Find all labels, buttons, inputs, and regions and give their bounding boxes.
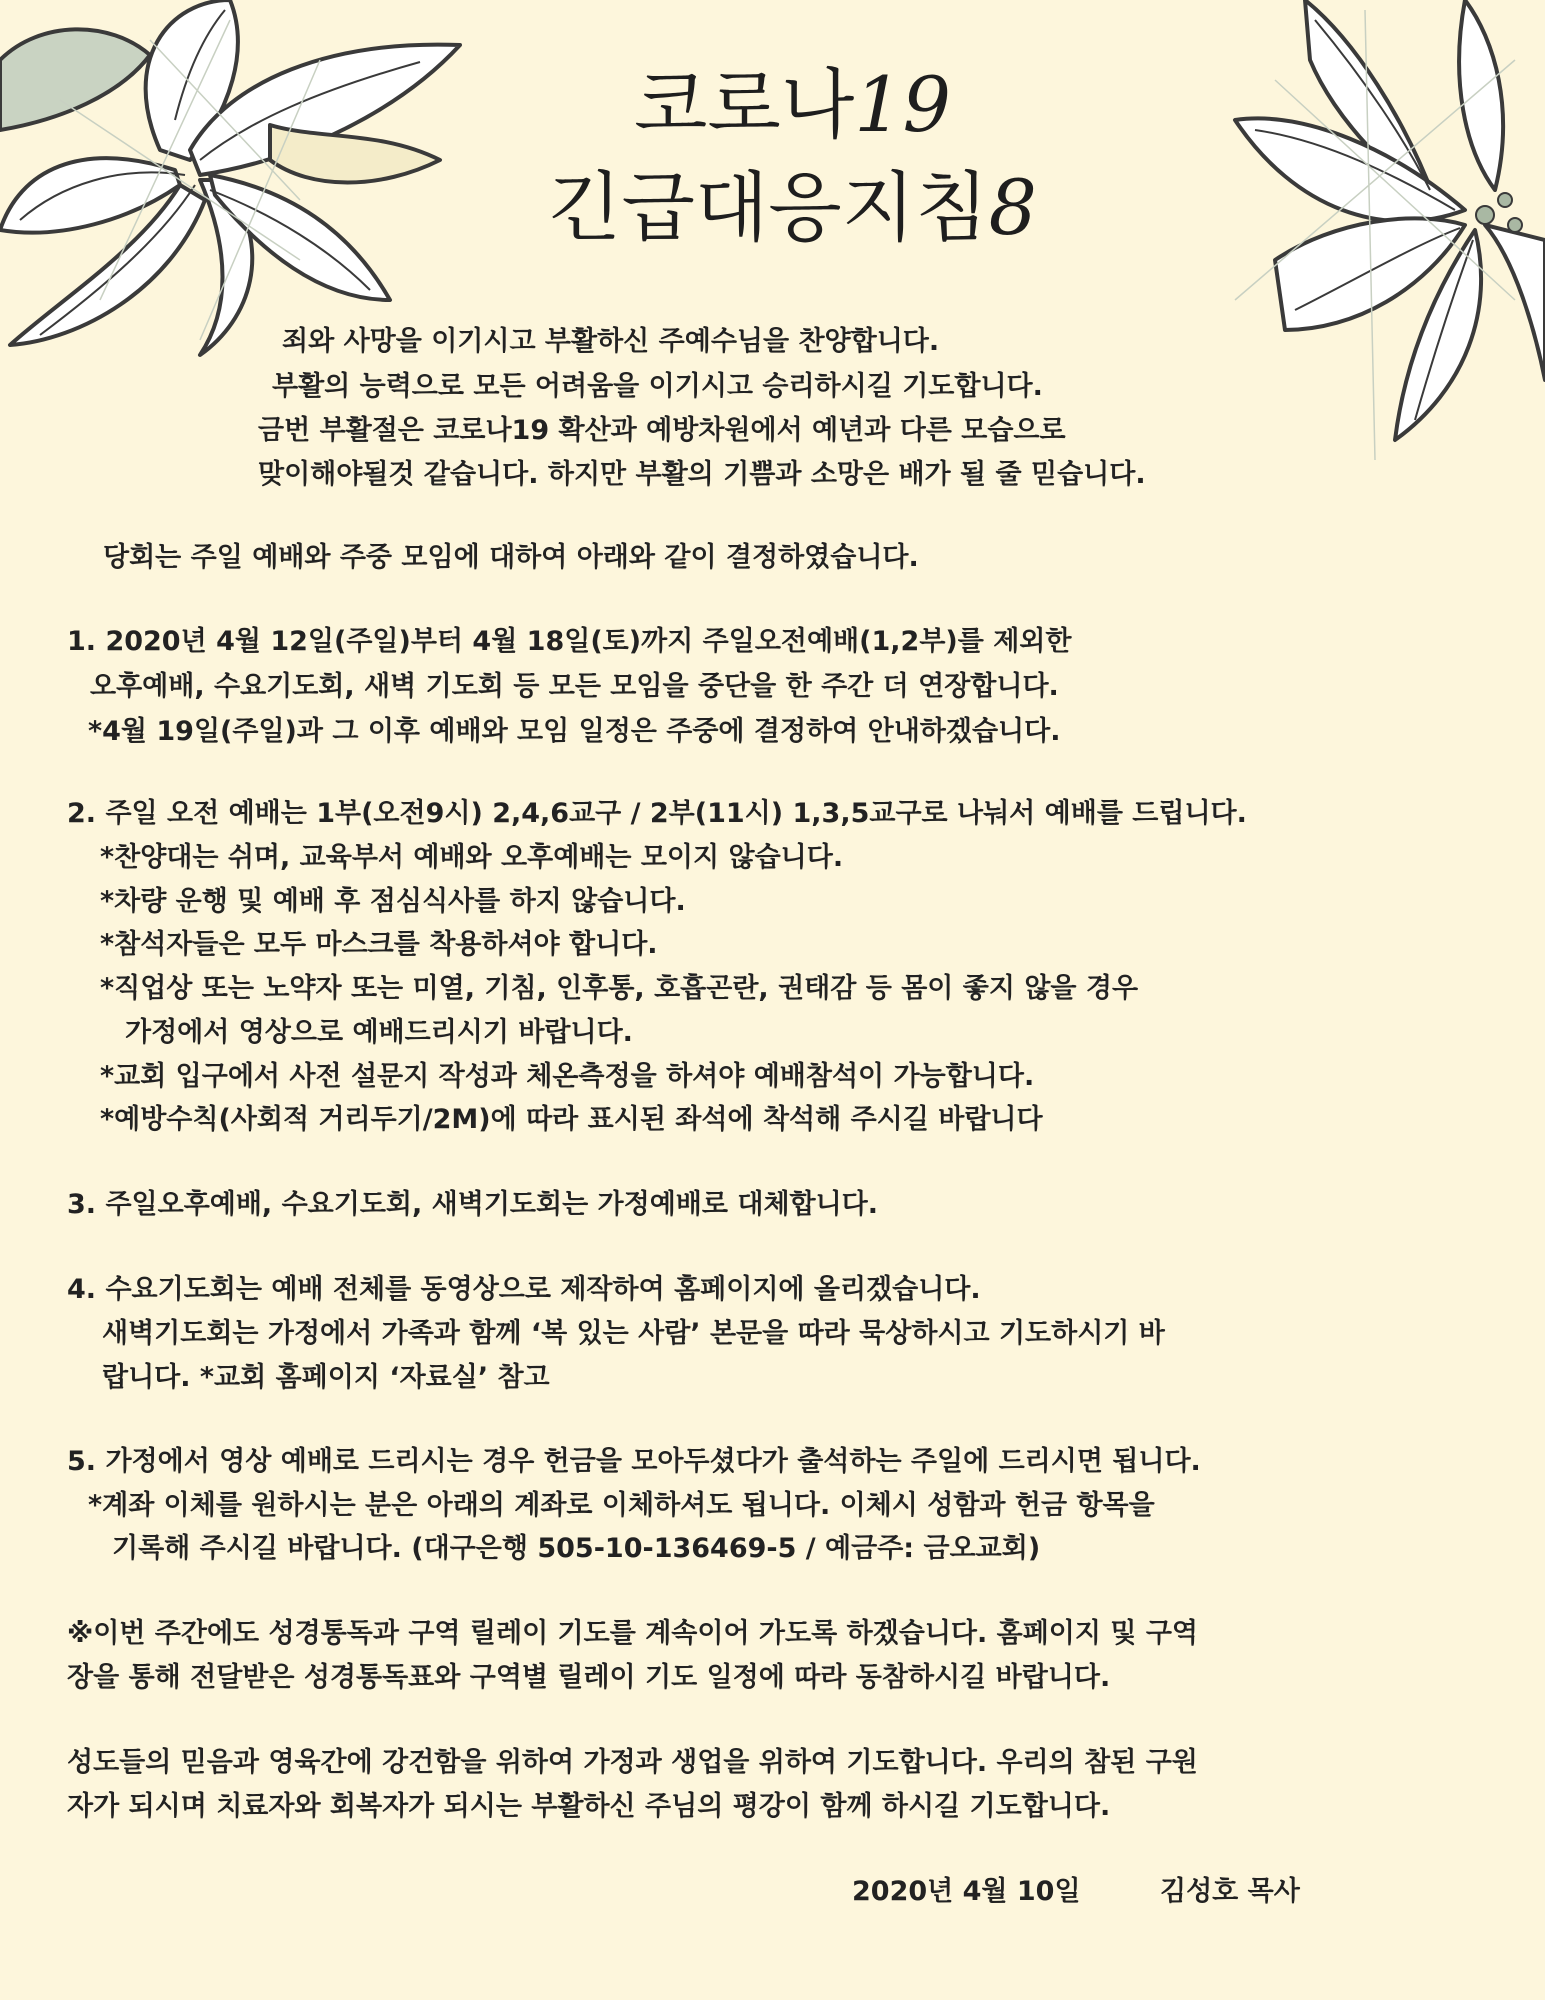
intro-line: 부활의 능력으로 모든 어려움을 이기시고 승리하시길 기도합니다. [272, 371, 1043, 402]
title-line-2-number: 8 [988, 163, 1037, 252]
item-1-heading: 1. 2020년 4월 12일(주일)부터 4월 18일(토)까지 주일오전예배(1,2부)를 제외한 [67, 626, 1072, 657]
item-2-note-continued: 가정에서 영상으로 예배드리시기 바랍니다. [125, 1017, 633, 1048]
title-line-1 [20, 55, 1545, 155]
item-2-note: *참석자들은 모두 마스크를 착용하셔야 합니다. [100, 929, 658, 960]
item-1-note: *4월 19일(주일)과 그 이후 예배와 모임 일정은 주중에 결정하여 안내하겠습니다. [88, 716, 1061, 747]
item-1-line: 오후예배, 수요기도회, 새벽 기도회 등 모든 모임을 중단을 한 주간 더 연장합니다. [90, 671, 1059, 702]
signature-date: 2020년 4월 10일 [852, 1876, 1081, 1907]
item-2-note: *교회 입구에서 사전 설문지 작성과 체온측정을 하셔야 예배참석이 가능합니다. [100, 1061, 1035, 1092]
item-2-heading: 2. 주일 오전 예배는 1부(오전9시) 2,4,6교구 / 2부(11시) 1,3,5교구로 나눠서 예배를 드립니다. [67, 798, 1247, 829]
item-2-note: *차량 운행 및 예배 후 점심식사를 하지 않습니다. [100, 886, 686, 917]
item-3-heading: 3. 주일오후예배, 수요기도회, 새벽기도회는 가정예배로 대체합니다. [67, 1189, 879, 1220]
title-line-1-text: 코로나 [634, 60, 855, 149]
title-line-2 [20, 158, 1545, 258]
decision-statement: 당회는 주일 예배와 주중 모임에 대하여 아래와 같이 결정하였습니다. [103, 542, 919, 573]
intro-line: 맞이해야될것 같습니다. 하지만 부활의 기쁨과 소망은 배가 될 줄 믿습니다. [258, 459, 1146, 490]
title-line-2-text: 긴급대응지침 [548, 163, 989, 252]
signature-name: 김성호 목사 [1160, 1876, 1300, 1907]
item-5-heading: 5. 가정에서 영상 예배로 드리시는 경우 헌금을 모아두셨다가 출석하는 주일에 드리시면 됩니다. [67, 1446, 1201, 1477]
item-2-note: *예방수칙(사회적 거리두기/2M)에 따라 표시된 좌석에 착석해 주시길 바랍니다 [100, 1104, 1043, 1135]
item-2-note: *찬양대는 쉬며, 교육부서 예배와 오후예배는 모이지 않습니다. [100, 842, 844, 873]
item-4-heading: 4. 수요기도회는 예배 전체를 동영상으로 제작하여 홈페이지에 올리겠습니다. [67, 1274, 981, 1305]
item-2-note: *직업상 또는 노약자 또는 미열, 기침, 인후통, 호흡곤란, 권태감 등 몸이 좋지 않을 경우 [100, 973, 1139, 1004]
title-line-1-number: 19 [854, 60, 951, 149]
item-4-line: 랍니다. *교회 홈페이지 ‘자료실’ 참고 [102, 1362, 550, 1393]
closing-line: 자가 되시며 치료자와 회복자가 되시는 부활하신 주님의 평강이 함께 하시길 기도합니다. [67, 1791, 1111, 1822]
note-line: ※이번 주간에도 성경통독과 구역 릴레이 기도를 계속이어 가도록 하겠습니다. 홈페이지 및 구역 [67, 1618, 1199, 1649]
item-5-note-continued: 기록해 주시길 바랍니다. (대구은행 505-10-136469-5 / 예금주: 금오교회) [112, 1533, 1041, 1564]
item-4-line: 새벽기도회는 가정에서 가족과 함께 ‘복 있는 사람’ 본문을 따라 묵상하시고 기도하시기 바 [102, 1318, 1165, 1349]
closing-line: 성도들의 믿음과 영육간에 강건함을 위하여 가정과 생업을 위하여 기도합니다. 우리의 참된 구원 [67, 1747, 1198, 1778]
note-line: 장을 통해 전달받은 성경통독표와 구역별 릴레이 기도 일정에 따라 동참하시길 바랍니다. [67, 1662, 1111, 1693]
intro-line: 금번 부활절은 코로나19 확산과 예방차원에서 예년과 다른 모습으로 [258, 415, 1066, 446]
item-5-note: *계좌 이체를 원하시는 분은 아래의 계좌로 이체하셔도 됩니다. 이체시 성함과 헌금 항목을 [88, 1490, 1155, 1521]
intro-line: 죄와 사망을 이기시고 부활하신 주예수님을 찬양합니다. [282, 326, 940, 357]
